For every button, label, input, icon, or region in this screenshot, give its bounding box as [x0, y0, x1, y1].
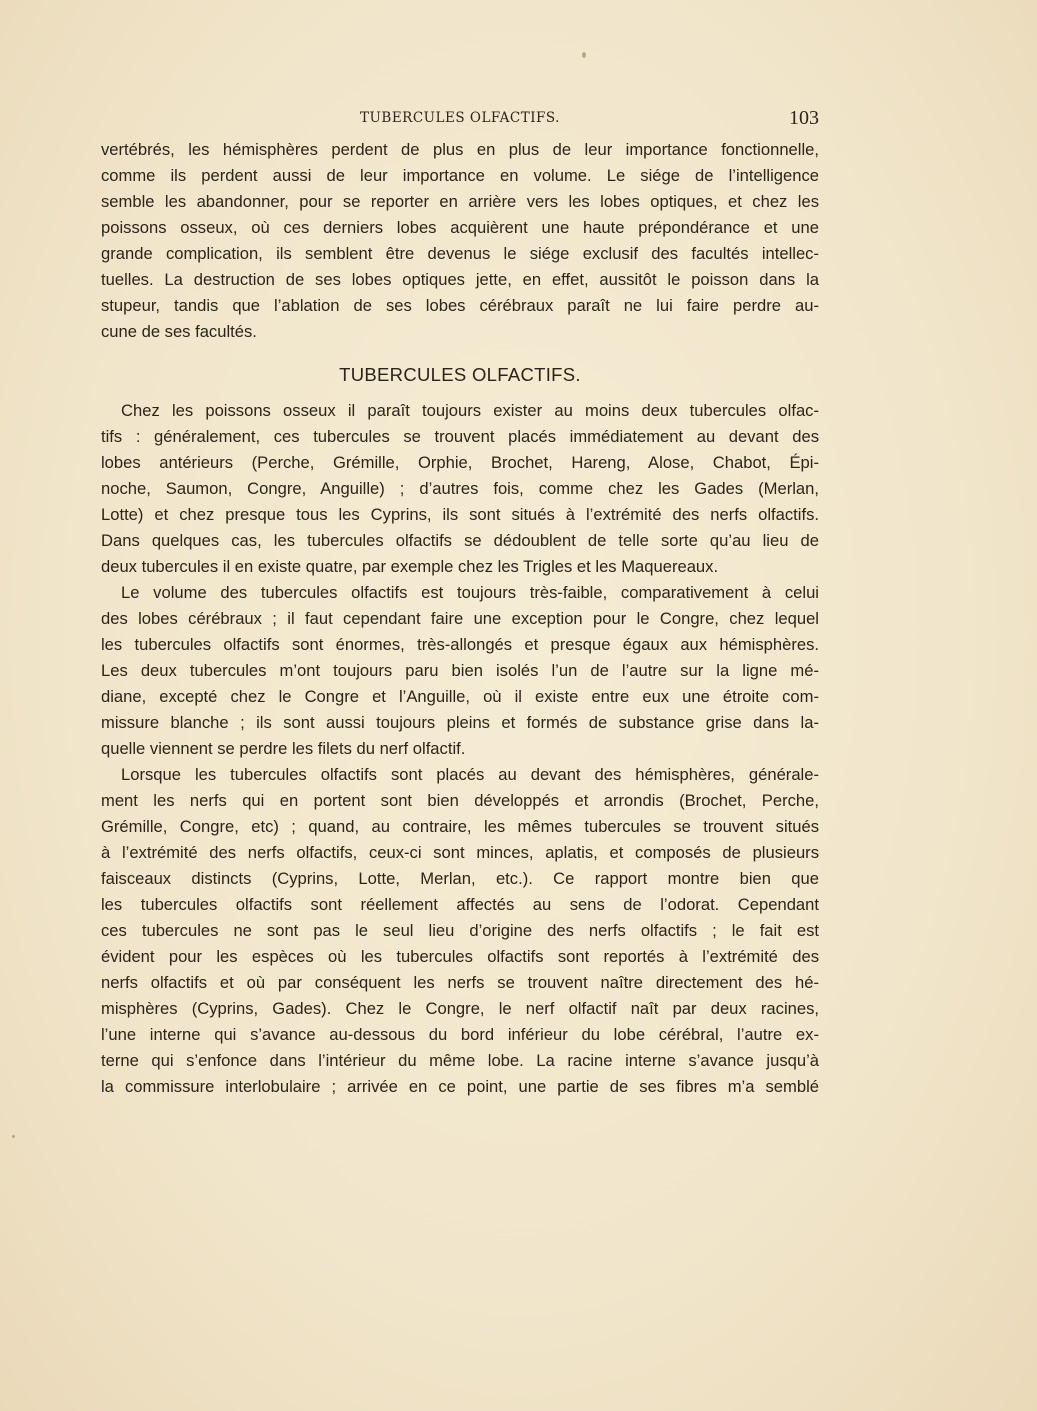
text-line: évident pour les espèces où les tubercules olfactifs sont reportés à l’extrémité des	[101, 947, 819, 966]
text-line: les tubercules olfactifs sont réellement affectés au sens de l’odorat. Cependant	[101, 895, 819, 914]
text-line: stupeur, tandis que l’ablation de ses lobes cérébraux paraît ne lui faire perdre au-	[101, 296, 819, 315]
text-line: cune de ses facultés.	[101, 322, 257, 341]
text-line: vertébrés, les hémisphères perdent de plus en plus de leur importance fonctionnelle,	[101, 140, 819, 159]
text-line: terne qui s’enfonce dans l’intérieur du même lobe. La racine interne s’avance jusqu’à	[101, 1051, 819, 1070]
text-line: Grémille, Congre, etc) ; quand, au contraire, les mêmes tubercules se trouvent situés	[101, 817, 819, 836]
section-heading: TUBERCULES OLFACTIFS.	[339, 364, 581, 385]
text-line: Les deux tubercules m’ont toujours paru bien isolés l’un de l’autre sur la ligne mé-	[101, 661, 819, 680]
text-line: lobes antérieurs (Perche, Grémille, Orphie, Brochet, Hareng, Alose, Chabot, Épi-	[101, 453, 819, 472]
text-line: comme ils perdent aussi de leur importance en volume. Le siége de l’intelligence	[101, 166, 819, 185]
text-line: l’une interne qui s’avance au-dessous du bord inférieur du lobe cérébral, l’autre ex-	[101, 1025, 819, 1044]
text-line: poissons osseux, où ces derniers lobes acquièrent une haute prépondérance et une	[101, 218, 819, 237]
running-head	[101, 107, 819, 130]
text-line: misphères (Cyprins, Gades). Chez le Congre, le nerf olfactif naît par deux racines,	[101, 999, 819, 1018]
text-line: tuelles. La destruction de ses lobes optiques jette, en effet, aussitôt le poisson dans la	[101, 270, 819, 289]
text-line: missure blanche ; ils sont aussi toujours pleins et formés de substance grise dans la-	[101, 713, 819, 732]
running-title: TUBERCULES OLFACTIFS.	[360, 110, 560, 126]
text-line: les tubercules olfactifs sont énormes, très-allongés et presque égaux aux hémisphères.	[101, 635, 819, 654]
text-line: ces tubercules ne sont pas le seul lieu d’origine des nerfs olfactifs ; le fait est	[101, 921, 819, 940]
text-line: deux tubercules il en existe quatre, par exemple chez les Trigles et les Maquereaux.	[101, 557, 719, 576]
text-line: des lobes cérébraux ; il faut cependant faire une exception pour le Congre, chez lequel	[101, 609, 819, 628]
section-body	[101, 398, 819, 1100]
text-line: la commissure interlobulaire ; arrivée en ce point, une partie de ses fibres m’a semblé	[101, 1077, 819, 1096]
text-line: Chez les poissons osseux il paraît toujours exister au moins deux tubercules olfac-	[121, 401, 819, 420]
text-line: à l’extrémité des nerfs olfactifs, ceux-ci sont minces, aplatis, et composés de plusieurs	[101, 843, 819, 862]
text-line: noche, Saumon, Congre, Anguille) ; d’autres fois, comme chez les Gades (Merlan,	[101, 479, 819, 498]
text-line: faisceaux distincts (Cyprins, Lotte, Merlan, etc.). Ce rapport montre bien que	[101, 869, 819, 888]
text-line: Dans quelques cas, les tubercules olfactifs se dédoublent de telle sorte qu’au lieu de	[101, 531, 819, 550]
paper-speck	[12, 1135, 15, 1138]
text-line: nerfs olfactifs et où par conséquent les nerfs se trouvent naître directement des hé-	[101, 973, 819, 992]
text-line: Le volume des tubercules olfactifs est toujours très-faible, comparativement à celui	[121, 583, 819, 602]
text-line: Lotte) et chez presque tous les Cyprins, ils sont situés à l’extrémité des nerfs olfactifs.	[101, 505, 819, 524]
text-line: diane, excepté chez le Congre et l’Anguille, où il existe entre eux une étroite com-	[101, 687, 819, 706]
text-line: semble les abandonner, pour se reporter en arrière vers les lobes optiques, et chez les	[101, 192, 819, 211]
text-line: grande complication, ils semblent être devenus le siége exclusif des facultés intellec-	[101, 244, 819, 263]
page-number: 103	[789, 107, 819, 129]
text-line: ment les nerfs qui en portent sont bien développés et arrondis (Brochet, Perche,	[101, 791, 819, 810]
text-line: Lorsque les tubercules olfactifs sont placés au devant des hémisphères, générale-	[121, 765, 819, 784]
text-line: tifs : généralement, ces tubercules se trouvent placés immédiatement au devant des	[101, 427, 819, 446]
paper-speck	[582, 52, 586, 58]
text-line: quelle viennent se perdre les filets du nerf olfactif.	[101, 739, 466, 758]
intro-paragraph	[101, 137, 819, 345]
